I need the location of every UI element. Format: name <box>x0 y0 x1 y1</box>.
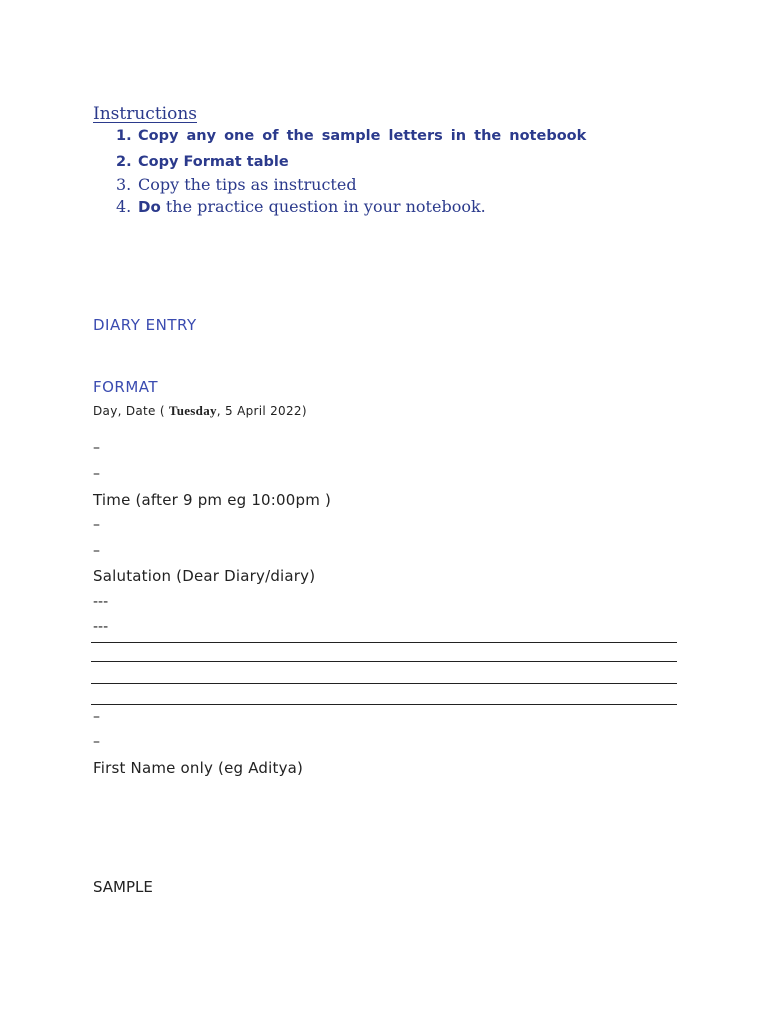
dash-line: --- <box>93 619 109 635</box>
day-bold: Tuesday <box>168 403 217 418</box>
time-line: Time (after 9 pm eg 10:00pm ) <box>93 491 332 509</box>
dash-line: – <box>93 709 100 725</box>
instruction-text: the practice question in your notebook. <box>160 197 486 216</box>
day-date-line <box>93 403 307 419</box>
dash-line: – <box>93 466 100 482</box>
dash-line: – <box>93 734 100 750</box>
instruction-text: Copy Format table <box>138 154 289 170</box>
diary-entry-heading: DIARY ENTRY <box>93 316 197 334</box>
instruction-number: 2. <box>116 154 132 170</box>
day-date-prefix: Day, Date ( <box>93 404 169 418</box>
instruction-item-4 <box>116 197 486 216</box>
dash-line: – <box>93 517 100 533</box>
writing-rule <box>91 683 677 684</box>
format-heading: FORMAT <box>93 378 159 396</box>
writing-rule <box>91 642 677 643</box>
instruction-number: 1. <box>116 128 132 144</box>
instruction-number: 4. <box>116 197 132 216</box>
dash-line: – <box>93 440 100 456</box>
instruction-text: Copy the tips as instructed <box>138 175 357 194</box>
instruction-item-3 <box>116 175 357 194</box>
dash-line: – <box>93 543 100 559</box>
salutation-line: Salutation (Dear Diary/diary) <box>93 567 316 585</box>
first-name-line: First Name only (eg Aditya) <box>93 759 304 777</box>
writing-rule <box>91 704 677 705</box>
sample-heading: SAMPLE <box>93 878 153 896</box>
dash-line: --- <box>93 594 109 610</box>
writing-rule <box>91 661 677 662</box>
instructions-title: Instructions <box>93 104 197 124</box>
instruction-lead-word: Do <box>138 198 161 216</box>
instruction-item-1 <box>116 128 586 144</box>
instruction-text: Copy any one of the sample letters in the notebook <box>138 128 587 144</box>
day-date-suffix: , 5 April 2022) <box>216 404 307 418</box>
instruction-number: 3. <box>116 175 132 194</box>
instruction-item-2 <box>116 154 289 170</box>
